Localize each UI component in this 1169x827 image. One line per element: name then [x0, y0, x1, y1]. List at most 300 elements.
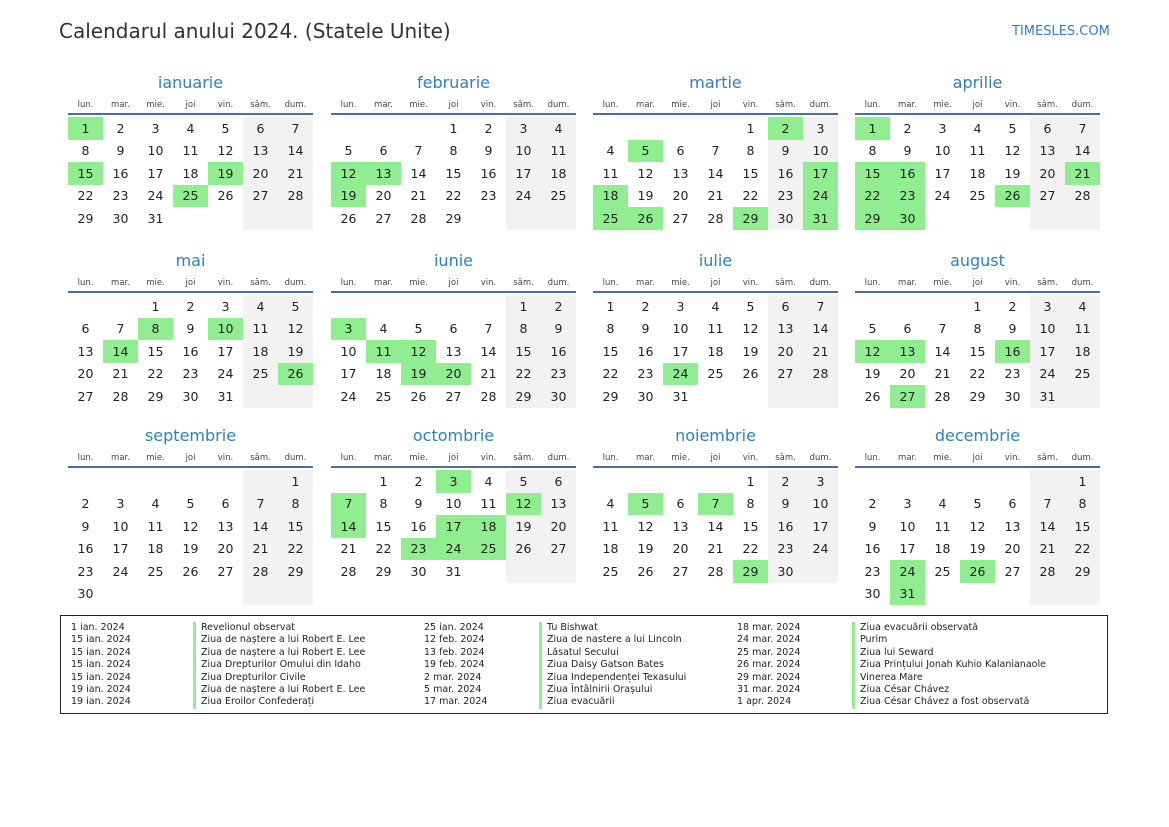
- day-cell[interactable]: 16: [182, 343, 199, 359]
- day-cell[interactable]: 19: [969, 541, 986, 557]
- day-cell[interactable]: 4: [1065, 295, 1100, 318]
- holiday-cell[interactable]: 29: [733, 207, 768, 230]
- day-cell[interactable]: 1: [746, 473, 755, 489]
- day-cell[interactable]: 12: [637, 165, 654, 181]
- day-cell[interactable]: 30: [182, 388, 199, 404]
- day-cell[interactable]: 19: [637, 541, 654, 557]
- day-cell[interactable]: 23: [864, 563, 881, 579]
- day-cell[interactable]: 1: [1065, 470, 1100, 493]
- holiday-cell[interactable]: 27: [890, 385, 925, 408]
- day-cell[interactable]: 9: [81, 518, 90, 534]
- day-cell[interactable]: 24: [803, 538, 838, 561]
- day-cell[interactable]: 10: [1030, 318, 1065, 341]
- day-cell[interactable]: 3: [151, 120, 160, 136]
- day-cell[interactable]: 28: [803, 363, 838, 386]
- day-cell[interactable]: 12: [278, 318, 313, 341]
- day-cell[interactable]: 18: [147, 541, 164, 557]
- day-cell[interactable]: 15: [278, 515, 313, 538]
- day-cell[interactable]: 2: [641, 298, 650, 314]
- day-cell[interactable]: 5: [414, 321, 423, 337]
- day-cell[interactable]: 1: [449, 120, 458, 136]
- day-cell[interactable]: 30: [410, 563, 427, 579]
- day-cell[interactable]: 20: [375, 188, 392, 204]
- day-cell[interactable]: 10: [506, 140, 541, 163]
- day-cell[interactable]: 14: [803, 318, 838, 341]
- day-cell[interactable]: 2: [484, 120, 493, 136]
- day-cell[interactable]: 19: [637, 188, 654, 204]
- day-cell[interactable]: 21: [1030, 538, 1065, 561]
- day-cell[interactable]: 6: [768, 295, 803, 318]
- holiday-cell[interactable]: 19: [331, 185, 366, 208]
- holiday-cell[interactable]: 31: [803, 207, 838, 230]
- day-cell[interactable]: 9: [768, 140, 803, 163]
- day-cell[interactable]: 3: [506, 117, 541, 140]
- holiday-cell[interactable]: 12: [401, 340, 436, 363]
- day-cell[interactable]: 31: [1030, 385, 1065, 408]
- holiday-cell[interactable]: 20: [436, 363, 471, 386]
- day-cell[interactable]: 14: [410, 165, 427, 181]
- holiday-cell[interactable]: 30: [890, 207, 925, 230]
- day-cell[interactable]: 11: [602, 165, 619, 181]
- day-cell[interactable]: 9: [414, 496, 423, 512]
- day-cell[interactable]: 28: [1065, 185, 1100, 208]
- day-cell[interactable]: 7: [116, 321, 125, 337]
- holiday-cell[interactable]: 13: [890, 340, 925, 363]
- day-cell[interactable]: 4: [151, 496, 160, 512]
- day-cell[interactable]: 31: [147, 210, 164, 226]
- day-cell[interactable]: 31: [445, 563, 462, 579]
- day-cell[interactable]: 30: [637, 388, 654, 404]
- day-cell[interactable]: 4: [541, 117, 576, 140]
- day-cell[interactable]: 15: [742, 165, 759, 181]
- day-cell[interactable]: 16: [637, 343, 654, 359]
- day-cell[interactable]: 2: [186, 298, 195, 314]
- day-cell[interactable]: 15: [969, 343, 986, 359]
- day-cell[interactable]: 10: [112, 518, 129, 534]
- day-cell[interactable]: 27: [243, 185, 278, 208]
- holiday-cell[interactable]: 16: [890, 162, 925, 185]
- holiday-cell[interactable]: 14: [103, 340, 138, 363]
- day-cell[interactable]: 24: [112, 563, 129, 579]
- day-cell[interactable]: 1: [506, 295, 541, 318]
- day-cell[interactable]: 24: [1030, 363, 1065, 386]
- day-cell[interactable]: 2: [868, 496, 877, 512]
- day-cell[interactable]: 2: [768, 470, 803, 493]
- day-cell[interactable]: 8: [379, 496, 388, 512]
- holiday-cell[interactable]: 19: [208, 162, 243, 185]
- day-cell[interactable]: 25: [602, 563, 619, 579]
- day-cell[interactable]: 29: [77, 210, 94, 226]
- day-cell[interactable]: 28: [707, 210, 724, 226]
- day-cell[interactable]: 6: [1008, 496, 1017, 512]
- day-cell[interactable]: 7: [1065, 117, 1100, 140]
- day-cell[interactable]: 18: [243, 340, 278, 363]
- day-cell[interactable]: 6: [243, 117, 278, 140]
- day-cell[interactable]: 8: [746, 143, 755, 159]
- day-cell[interactable]: 10: [147, 143, 164, 159]
- holiday-cell[interactable]: 29: [855, 207, 890, 230]
- day-cell[interactable]: 21: [243, 538, 278, 561]
- day-cell[interactable]: 18: [1065, 340, 1100, 363]
- holiday-cell[interactable]: 12: [506, 493, 541, 516]
- day-cell[interactable]: 8: [606, 321, 615, 337]
- day-cell[interactable]: 22: [77, 188, 94, 204]
- holiday-cell[interactable]: 24: [436, 538, 471, 561]
- day-cell[interactable]: 2: [1008, 298, 1017, 314]
- day-cell[interactable]: 8: [506, 318, 541, 341]
- day-cell[interactable]: 4: [243, 295, 278, 318]
- day-cell[interactable]: 23: [768, 538, 803, 561]
- day-cell[interactable]: 9: [903, 143, 912, 159]
- day-cell[interactable]: 23: [1004, 366, 1021, 382]
- day-cell[interactable]: 7: [1030, 493, 1065, 516]
- day-cell[interactable]: 27: [672, 210, 689, 226]
- holiday-cell[interactable]: 18: [471, 515, 506, 538]
- day-cell[interactable]: 28: [340, 563, 357, 579]
- day-cell[interactable]: 29: [147, 388, 164, 404]
- day-cell[interactable]: 29: [445, 210, 462, 226]
- day-cell[interactable]: 18: [707, 343, 724, 359]
- day-cell[interactable]: 18: [375, 366, 392, 382]
- day-cell[interactable]: 12: [969, 518, 986, 534]
- day-cell[interactable]: 1: [278, 470, 313, 493]
- day-cell[interactable]: 7: [278, 117, 313, 140]
- day-cell[interactable]: 22: [445, 188, 462, 204]
- day-cell[interactable]: 2: [414, 473, 423, 489]
- day-cell[interactable]: 4: [938, 496, 947, 512]
- holiday-cell[interactable]: 23: [890, 185, 925, 208]
- day-cell[interactable]: 23: [112, 188, 129, 204]
- day-cell[interactable]: 5: [506, 470, 541, 493]
- day-cell[interactable]: 28: [278, 185, 313, 208]
- day-cell[interactable]: 13: [217, 518, 234, 534]
- day-cell[interactable]: 22: [506, 363, 541, 386]
- day-cell[interactable]: 25: [969, 188, 986, 204]
- holiday-cell[interactable]: 31: [890, 583, 925, 606]
- day-cell[interactable]: 18: [602, 541, 619, 557]
- day-cell[interactable]: 13: [445, 343, 462, 359]
- day-cell[interactable]: 29: [278, 560, 313, 583]
- holiday-cell[interactable]: 25: [471, 538, 506, 561]
- day-cell[interactable]: 12: [217, 143, 234, 159]
- day-cell[interactable]: 29: [1065, 560, 1100, 583]
- day-cell[interactable]: 15: [445, 165, 462, 181]
- day-cell[interactable]: 23: [541, 363, 576, 386]
- day-cell[interactable]: 25: [707, 366, 724, 382]
- day-cell[interactable]: 13: [672, 165, 689, 181]
- day-cell[interactable]: 20: [77, 366, 94, 382]
- holiday-cell[interactable]: 26: [278, 363, 313, 386]
- day-cell[interactable]: 3: [803, 117, 838, 140]
- day-cell[interactable]: 8: [81, 143, 90, 159]
- day-cell[interactable]: 30: [77, 586, 94, 602]
- holiday-cell[interactable]: 25: [173, 185, 208, 208]
- holiday-cell[interactable]: 24: [663, 363, 698, 386]
- holiday-cell[interactable]: 15: [855, 162, 890, 185]
- day-cell[interactable]: 25: [147, 563, 164, 579]
- day-cell[interactable]: 9: [868, 518, 877, 534]
- day-cell[interactable]: 10: [803, 140, 838, 163]
- day-cell[interactable]: 18: [969, 165, 986, 181]
- holiday-cell[interactable]: 3: [436, 470, 471, 493]
- day-cell[interactable]: 5: [278, 295, 313, 318]
- day-cell[interactable]: 25: [934, 563, 951, 579]
- holiday-cell[interactable]: 19: [401, 363, 436, 386]
- day-cell[interactable]: 14: [934, 343, 951, 359]
- day-cell[interactable]: 21: [340, 541, 357, 557]
- day-cell[interactable]: 28: [410, 210, 427, 226]
- day-cell[interactable]: 27: [541, 538, 576, 561]
- holiday-cell[interactable]: 7: [331, 493, 366, 516]
- day-cell[interactable]: 17: [1030, 340, 1065, 363]
- day-cell[interactable]: 27: [1030, 185, 1065, 208]
- day-cell[interactable]: 27: [77, 388, 94, 404]
- day-cell[interactable]: 28: [112, 388, 129, 404]
- holiday-cell[interactable]: 12: [855, 340, 890, 363]
- day-cell[interactable]: 29: [969, 388, 986, 404]
- day-cell[interactable]: 4: [606, 143, 615, 159]
- holiday-cell[interactable]: 11: [366, 340, 401, 363]
- day-cell[interactable]: 15: [602, 343, 619, 359]
- holiday-cell[interactable]: 14: [331, 515, 366, 538]
- day-cell[interactable]: 9: [186, 321, 195, 337]
- day-cell[interactable]: 5: [344, 143, 353, 159]
- day-cell[interactable]: 8: [1065, 493, 1100, 516]
- day-cell[interactable]: 14: [1030, 515, 1065, 538]
- day-cell[interactable]: 26: [637, 563, 654, 579]
- holiday-cell[interactable]: 5: [628, 140, 663, 163]
- day-cell[interactable]: 5: [186, 496, 195, 512]
- day-cell[interactable]: 1: [746, 120, 755, 136]
- day-cell[interactable]: 20: [672, 541, 689, 557]
- day-cell[interactable]: 4: [711, 298, 720, 314]
- day-cell[interactable]: 2: [541, 295, 576, 318]
- day-cell[interactable]: 27: [672, 563, 689, 579]
- day-cell[interactable]: 26: [864, 388, 881, 404]
- day-cell[interactable]: 3: [903, 496, 912, 512]
- day-cell[interactable]: 13: [1004, 518, 1021, 534]
- day-cell[interactable]: 15: [1065, 515, 1100, 538]
- day-cell[interactable]: 29: [602, 388, 619, 404]
- day-cell[interactable]: 6: [676, 496, 685, 512]
- day-cell[interactable]: 18: [182, 165, 199, 181]
- day-cell[interactable]: 23: [77, 563, 94, 579]
- day-cell[interactable]: 27: [768, 363, 803, 386]
- day-cell[interactable]: 31: [217, 388, 234, 404]
- holiday-cell[interactable]: 7: [698, 493, 733, 516]
- day-cell[interactable]: 23: [637, 366, 654, 382]
- holiday-cell[interactable]: 22: [855, 185, 890, 208]
- day-cell[interactable]: 22: [742, 541, 759, 557]
- holiday-cell[interactable]: 17: [803, 162, 838, 185]
- day-cell[interactable]: 21: [803, 340, 838, 363]
- day-cell[interactable]: 3: [803, 470, 838, 493]
- day-cell[interactable]: 7: [414, 143, 423, 159]
- day-cell[interactable]: 16: [77, 541, 94, 557]
- day-cell[interactable]: 18: [934, 541, 951, 557]
- day-cell[interactable]: 17: [672, 343, 689, 359]
- day-cell[interactable]: 11: [541, 140, 576, 163]
- day-cell[interactable]: 14: [243, 515, 278, 538]
- holiday-cell[interactable]: 15: [68, 162, 103, 185]
- day-cell[interactable]: 15: [742, 518, 759, 534]
- day-cell[interactable]: 28: [934, 388, 951, 404]
- day-cell[interactable]: 8: [278, 493, 313, 516]
- day-cell[interactable]: 19: [864, 366, 881, 382]
- day-cell[interactable]: 9: [768, 493, 803, 516]
- day-cell[interactable]: 17: [899, 541, 916, 557]
- day-cell[interactable]: 24: [217, 366, 234, 382]
- day-cell[interactable]: 15: [375, 518, 392, 534]
- day-cell[interactable]: 12: [1004, 143, 1021, 159]
- holiday-cell[interactable]: 21: [1065, 162, 1100, 185]
- holiday-cell[interactable]: 24: [803, 185, 838, 208]
- day-cell[interactable]: 6: [221, 496, 230, 512]
- day-cell[interactable]: 11: [602, 518, 619, 534]
- day-cell[interactable]: 1: [606, 298, 615, 314]
- day-cell[interactable]: 13: [672, 518, 689, 534]
- day-cell[interactable]: 21: [278, 162, 313, 185]
- day-cell[interactable]: 30: [1004, 388, 1021, 404]
- day-cell[interactable]: 5: [221, 120, 230, 136]
- day-cell[interactable]: 23: [480, 188, 497, 204]
- day-cell[interactable]: 17: [340, 366, 357, 382]
- day-cell[interactable]: 21: [480, 366, 497, 382]
- day-cell[interactable]: 5: [868, 321, 877, 337]
- day-cell[interactable]: 28: [480, 388, 497, 404]
- day-cell[interactable]: 12: [182, 518, 199, 534]
- holiday-cell[interactable]: 1: [855, 117, 890, 140]
- holiday-cell[interactable]: 26: [628, 207, 663, 230]
- day-cell[interactable]: 17: [217, 343, 234, 359]
- holiday-cell[interactable]: 2: [768, 117, 803, 140]
- day-cell[interactable]: 21: [410, 188, 427, 204]
- day-cell[interactable]: 27: [445, 388, 462, 404]
- day-cell[interactable]: 19: [278, 340, 313, 363]
- holiday-cell[interactable]: 5: [628, 493, 663, 516]
- day-cell[interactable]: 3: [116, 496, 125, 512]
- day-cell[interactable]: 5: [746, 298, 755, 314]
- day-cell[interactable]: 17: [147, 165, 164, 181]
- day-cell[interactable]: 25: [243, 363, 278, 386]
- day-cell[interactable]: 6: [541, 470, 576, 493]
- site-link[interactable]: TIMESLES.COM: [1012, 24, 1110, 39]
- day-cell[interactable]: 21: [934, 366, 951, 382]
- day-cell[interactable]: 24: [340, 388, 357, 404]
- day-cell[interactable]: 1: [379, 473, 388, 489]
- day-cell[interactable]: 19: [506, 515, 541, 538]
- day-cell[interactable]: 24: [147, 188, 164, 204]
- day-cell[interactable]: 25: [541, 185, 576, 208]
- day-cell[interactable]: 29: [375, 563, 392, 579]
- day-cell[interactable]: 10: [803, 493, 838, 516]
- day-cell[interactable]: 6: [903, 321, 912, 337]
- day-cell[interactable]: 4: [606, 496, 615, 512]
- day-cell[interactable]: 17: [803, 515, 838, 538]
- day-cell[interactable]: 22: [1065, 538, 1100, 561]
- day-cell[interactable]: 22: [278, 538, 313, 561]
- day-cell[interactable]: 20: [217, 541, 234, 557]
- day-cell[interactable]: 4: [186, 120, 195, 136]
- day-cell[interactable]: 29: [506, 385, 541, 408]
- day-cell[interactable]: 8: [973, 321, 982, 337]
- day-cell[interactable]: 22: [742, 188, 759, 204]
- day-cell[interactable]: 31: [672, 388, 689, 404]
- day-cell[interactable]: 6: [81, 321, 90, 337]
- day-cell[interactable]: 11: [243, 318, 278, 341]
- day-cell[interactable]: 26: [506, 538, 541, 561]
- day-cell[interactable]: 6: [449, 321, 458, 337]
- day-cell[interactable]: 17: [934, 165, 951, 181]
- day-cell[interactable]: 12: [742, 321, 759, 337]
- day-cell[interactable]: 8: [868, 143, 877, 159]
- day-cell[interactable]: 11: [934, 518, 951, 534]
- day-cell[interactable]: 24: [934, 188, 951, 204]
- holiday-cell[interactable]: 1: [68, 117, 103, 140]
- day-cell[interactable]: 13: [1030, 140, 1065, 163]
- day-cell[interactable]: 1: [973, 298, 982, 314]
- day-cell[interactable]: 16: [112, 165, 129, 181]
- day-cell[interactable]: 19: [182, 541, 199, 557]
- day-cell[interactable]: 28: [243, 560, 278, 583]
- day-cell[interactable]: 11: [1065, 318, 1100, 341]
- day-cell[interactable]: 16: [768, 515, 803, 538]
- day-cell[interactable]: 26: [742, 366, 759, 382]
- holiday-cell[interactable]: 29: [733, 560, 768, 583]
- day-cell[interactable]: 7: [711, 143, 720, 159]
- day-cell[interactable]: 27: [1004, 563, 1021, 579]
- day-cell[interactable]: 23: [768, 185, 803, 208]
- day-cell[interactable]: 8: [449, 143, 458, 159]
- holiday-cell[interactable]: 26: [960, 560, 995, 583]
- holiday-cell[interactable]: 10: [208, 318, 243, 341]
- day-cell[interactable]: 20: [768, 340, 803, 363]
- day-cell[interactable]: 25: [1065, 363, 1100, 386]
- day-cell[interactable]: 27: [375, 210, 392, 226]
- day-cell[interactable]: 30: [864, 586, 881, 602]
- holiday-cell[interactable]: 16: [995, 340, 1030, 363]
- day-cell[interactable]: 16: [768, 162, 803, 185]
- day-cell[interactable]: 2: [903, 120, 912, 136]
- day-cell[interactable]: 20: [243, 162, 278, 185]
- day-cell[interactable]: 5: [973, 496, 982, 512]
- day-cell[interactable]: 22: [147, 366, 164, 382]
- day-cell[interactable]: 21: [112, 366, 129, 382]
- day-cell[interactable]: 4: [379, 321, 388, 337]
- day-cell[interactable]: 15: [506, 340, 541, 363]
- day-cell[interactable]: 15: [147, 343, 164, 359]
- day-cell[interactable]: 12: [637, 518, 654, 534]
- day-cell[interactable]: 14: [480, 343, 497, 359]
- day-cell[interactable]: 17: [506, 162, 541, 185]
- day-cell[interactable]: 22: [969, 366, 986, 382]
- holiday-cell[interactable]: 24: [890, 560, 925, 583]
- day-cell[interactable]: 10: [672, 321, 689, 337]
- day-cell[interactable]: 28: [1030, 560, 1065, 583]
- day-cell[interactable]: 16: [410, 518, 427, 534]
- day-cell[interactable]: 16: [480, 165, 497, 181]
- day-cell[interactable]: 20: [1030, 162, 1065, 185]
- day-cell[interactable]: 19: [1004, 165, 1021, 181]
- day-cell[interactable]: 22: [602, 366, 619, 382]
- day-cell[interactable]: 2: [81, 496, 90, 512]
- day-cell[interactable]: 5: [1008, 120, 1017, 136]
- day-cell[interactable]: 30: [768, 560, 803, 583]
- day-cell[interactable]: 20: [672, 188, 689, 204]
- holiday-cell[interactable]: 3: [331, 318, 366, 341]
- holiday-cell[interactable]: 13: [366, 162, 401, 185]
- day-cell[interactable]: 14: [1065, 140, 1100, 163]
